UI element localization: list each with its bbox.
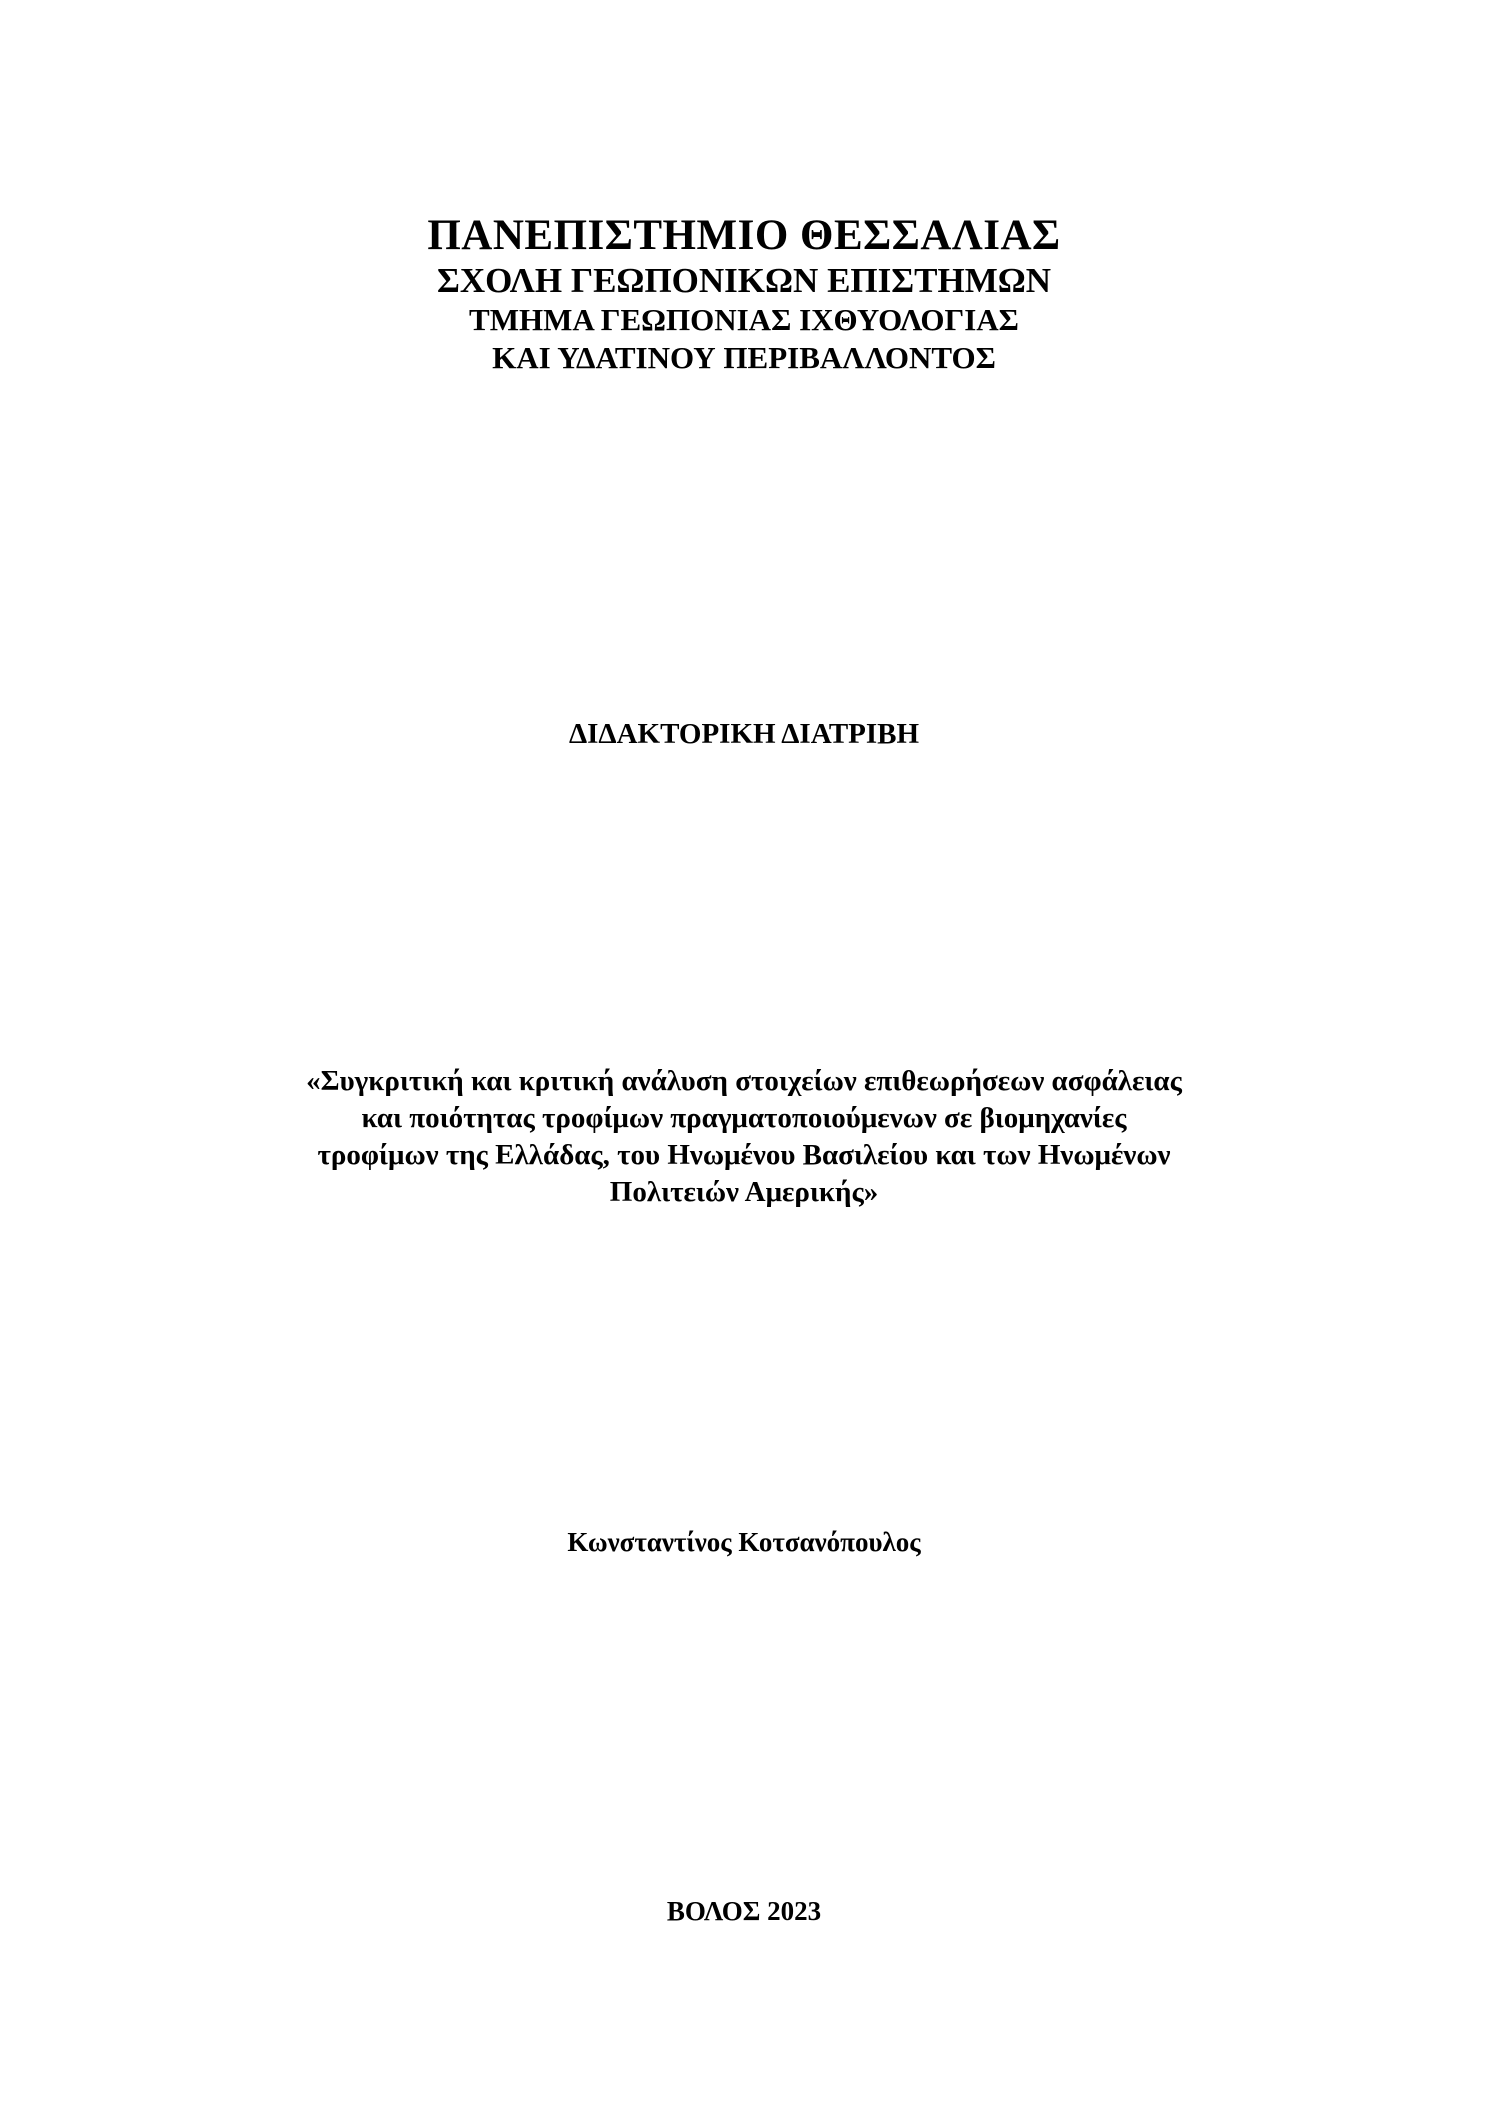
thesis-title-line: τροφίμων της Ελλάδας, του Ηνωμένου Βασιλείου και των Ηνωμένων	[317, 1139, 1171, 1171]
thesis-title	[0, 1063, 1488, 1211]
department-name-line-1: ΤΜΗΜΑ ΓΕΩΠΟΝΙΑΣ ΙΧΘΥΟΛΟΓΙΑΣ	[469, 302, 1019, 337]
document-type	[0, 716, 1488, 752]
university-name: ΠΑΝΕΠΙΣΤΗΜΙΟ ΘΕΣΣΑΛΙΑΣ	[427, 212, 1061, 259]
thesis-title-line: «Συγκριτική και κριτική ανάλυση στοιχείων επιθεωρήσεων ασφάλειας	[306, 1065, 1182, 1097]
school-name: ΣΧΟΛΗ ΓΕΩΠΟΝΙΚΩΝ ΕΠΙΣΤΗΜΩΝ	[436, 261, 1052, 300]
place-year-label: ΒΟΛΟΣ 2023	[666, 1896, 822, 1926]
author	[0, 1525, 1488, 1559]
department-name-line-2: ΚΑΙ ΥΔΑΤΙΝΟΥ ΠΕΡΙΒΑΛΛΟΝΤΟΣ	[492, 340, 996, 375]
author-name: Κωνσταντίνος Κοτσανόπουλος	[567, 1527, 921, 1557]
document-type-label: ΔΙΔΑΚΤΟΡΙΚΗ ΔΙΑΤΡΙΒΗ	[568, 718, 920, 750]
institution-header	[0, 212, 1488, 377]
thesis-title-line: και ποιότητας τροφίμων πραγματοποιούμενων σε βιομηχανίες	[361, 1102, 1127, 1134]
thesis-title-line: Πολιτειών Αμερικής»	[609, 1176, 879, 1208]
place-and-year	[0, 1894, 1488, 1928]
